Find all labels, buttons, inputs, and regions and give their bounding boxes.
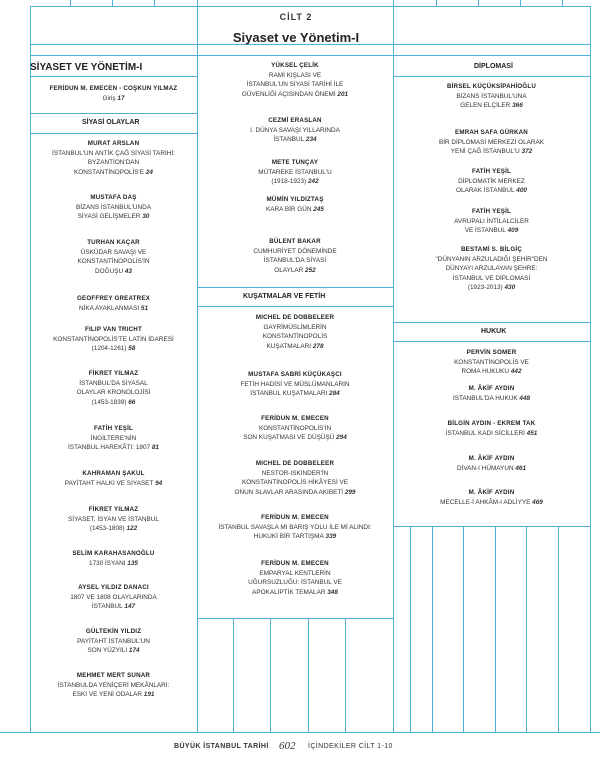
tick: [70, 0, 71, 6]
entry-title-line: (1918-1923) 242: [271, 178, 319, 186]
toc-entry: [395, 82, 588, 111]
entry-title-line: PAYİTAHT HALKI VE SİYASET 94: [64, 479, 163, 487]
right-section2-title: HUKUK: [481, 328, 507, 335]
entry-author: MUSTAFA SABRİ KÜÇÜKAŞCI: [248, 371, 342, 378]
toc-entry: [32, 294, 195, 313]
entry-author: FERİDUN M. EMECEN: [261, 415, 329, 422]
entry-title-line: KONSTANTİNOPOLİS'E 24: [74, 168, 153, 176]
entry-title-line: 1730 İSYANI 135: [89, 559, 138, 567]
top-rule: [30, 6, 590, 7]
toc-entry: [395, 419, 588, 438]
entry-page-number: 252: [303, 266, 316, 274]
entry-page-number: 469: [530, 498, 543, 506]
left-heading-rule: [30, 76, 197, 77]
tick: [154, 0, 155, 6]
entry-title-line: KARA BİR GÜN 245: [266, 205, 324, 213]
entry-title-line: BYZANTİON'DAN: [87, 159, 140, 167]
toc-entry: [395, 167, 588, 196]
toc-entry: [32, 84, 195, 103]
entry-page-number: 191: [142, 691, 155, 699]
entry-title-line: EMPARYAL KENTLERİN: [259, 569, 331, 577]
entry-title-line: FETİH HADİSİ VE MÜSLÜMANLARIN: [240, 380, 350, 388]
left-border: [30, 6, 31, 732]
entry-page-number: 294: [334, 434, 347, 442]
toc-entry: [199, 61, 391, 99]
volume-title: Siyaset ve Yönetim-I: [232, 30, 360, 45]
entry-title-line: DİVAN-I HÜMAYUN 461: [456, 464, 527, 472]
toc-entry: [199, 414, 391, 443]
entry-author: MEHMET MERT SUNAR: [76, 672, 151, 679]
entry-author: FİKRET YILMAZ: [88, 370, 139, 377]
toc-entry: [395, 207, 588, 236]
toc-entry: [32, 583, 195, 612]
entry-page-number: 43: [123, 267, 132, 275]
toc-entry: [32, 238, 195, 276]
entry-title-line: HUKUKİ BİR TARTIŞMA 339: [253, 533, 337, 541]
footer-series-title: BÜYÜK İSTANBUL TARİHİ: [174, 743, 269, 750]
entry-author: FERİDUN M. EMECEN: [261, 560, 329, 567]
entry-author: M. ÂKİF AYDIN: [468, 489, 515, 496]
middle-bar: [270, 618, 271, 732]
entry-author: BİRSEL KÜÇÜKSİPAHİOĞLU: [446, 83, 537, 90]
entry-title-line: İSTANBUL SAVAŞLA MI BARIŞ YOLU İLE Mİ ALINDI:: [218, 523, 372, 531]
tick: [478, 0, 479, 6]
entry-title-line: Giriş 17: [102, 94, 125, 102]
entry-title-line: MECELLE-İ AHKÂM-I ADLİYYE 469: [440, 498, 543, 506]
entry-author: MURAT ARSLAN: [87, 140, 140, 147]
entry-title-line: BİZANS İSTANBUL'UNDA: [76, 203, 151, 211]
entry-title-line: GÜVENLİĞİ AÇISINDAN ÖNEMİ 201: [241, 90, 349, 98]
middle-bottom-rule: [197, 618, 393, 619]
entry-title-line: YENİ ÇAĞ İSTANBUL'U 372: [450, 148, 533, 156]
entry-title-line: İNGİLTERE'NİN: [90, 434, 137, 442]
toc-entry: [199, 370, 391, 399]
entry-author: FATİH YEŞİL: [471, 208, 512, 215]
entry-title-line: UĞURSUZLUĞU: İSTANBUL VE: [248, 579, 342, 587]
entry-author: YÜKSEL ÇELİK: [271, 62, 319, 69]
toc-entry: [32, 469, 195, 488]
header-left-edge: [197, 0, 198, 56]
right-bar: [432, 526, 433, 732]
toc-entry: [199, 158, 391, 187]
entry-title-line: İSTANBUL 234: [273, 136, 317, 144]
entry-title-line: NİKA AYAKLANMASI 51: [78, 304, 149, 312]
entry-page-number: 278: [311, 342, 324, 350]
entry-page-number: 122: [124, 525, 138, 533]
entry-title-line: ROMA HUKUKU 442: [461, 368, 522, 376]
entry-page-number: 174: [127, 647, 140, 655]
tick: [520, 0, 521, 6]
entry-page-number: 430: [502, 284, 516, 292]
tick: [436, 0, 437, 6]
toc-entry: [395, 348, 588, 377]
entry-title-line: SON YÜZYILI 174: [87, 647, 140, 655]
entry-title-line: KONSTANTİNOPOLİS'İN: [258, 424, 332, 432]
entry-title-line: DİPLOMATİK MERKEZ: [458, 177, 525, 185]
entry-author: SELİM KARAHASANOĞLU: [72, 550, 155, 557]
columns-top-rule: [30, 55, 590, 56]
toc-entry: [32, 325, 195, 354]
entry-title-line: KUŞATMALARI 278: [266, 342, 324, 350]
entry-author: FERİDUN M. EMECEN - COŞKUN YILMAZ: [49, 85, 178, 92]
entry-author: METE TUNÇAY: [271, 159, 319, 166]
right-bar: [526, 526, 527, 732]
entry-title-line: İSTANBUL'DA SİYASAL: [79, 379, 148, 387]
entry-author: PERVİN SOMER: [466, 349, 517, 356]
entry-title-line: MÜTAREKE İSTANBUL'U: [258, 168, 332, 176]
entry-author: TURHAN KAÇAR: [87, 239, 140, 246]
right-bar: [463, 526, 464, 732]
entry-title-line: "DÜNYANIN ARZULADIĞI ŞEHİR"DEN: [435, 255, 548, 263]
volume-label: CİLT 2: [279, 12, 313, 22]
entry-title-line: İSTANBUL'DA HUKUK 448: [452, 394, 531, 402]
toc-entry: [199, 195, 391, 214]
middle-bar: [233, 618, 234, 732]
bottom-rule: [0, 732, 600, 733]
entry-author: MÜMİN YILDIZTAŞ: [266, 196, 324, 203]
entry-page-number: 245: [311, 205, 324, 213]
entry-title-line: ÜSKÜDAR SAVAŞI VE: [80, 248, 147, 256]
middle-bar: [345, 618, 346, 732]
entry-page-number: 58: [126, 345, 136, 353]
toc-entry: [32, 424, 195, 453]
entry-author: M. ÂKİF AYDIN: [468, 385, 515, 392]
entry-title-line: ONUN SLAVLAR ARASINDA AKIBETİ 299: [234, 488, 356, 496]
entry-page-number: 339: [323, 533, 337, 541]
entry-title-line: VE İSTANBUL 409: [464, 227, 519, 235]
entry-title-line: İSTANBUL VE DİPLOMASİ: [452, 274, 531, 282]
tick: [112, 0, 113, 6]
left-heading: SİYASET VE YÖNETİM-I: [30, 62, 143, 73]
entry-page-number: 451: [524, 429, 538, 437]
page-number: 602: [279, 740, 296, 752]
entry-page-number: 461: [513, 464, 527, 472]
entry-title-line: CUMHURİYET DÖNEMİNDE: [253, 247, 337, 255]
entry-title-line: DOĞUŞU 43: [95, 267, 132, 275]
entry-author: EMRAH SAFA GÜRKAN: [455, 129, 528, 136]
entry-author: FATİH YEŞİL: [93, 425, 134, 432]
col-sep-2: [393, 55, 394, 732]
right-section2-rule-top: [393, 322, 590, 323]
entry-title-line: KONSTANTİNOPOLİS HİKÂYESİ VE: [241, 479, 349, 487]
toc-entry: [199, 313, 391, 351]
left-section-title: SİYASİ OLAYLAR: [82, 119, 140, 126]
toc-entry: [395, 488, 588, 507]
entry-author: BESTAMİ S. BİLGİÇ: [460, 246, 523, 253]
right-bar: [410, 526, 411, 732]
entry-page-number: 66: [126, 398, 136, 406]
right-section2-rule-bottom: [393, 341, 590, 342]
toc-entry: [199, 459, 391, 497]
middle-section-rule-bottom: [197, 306, 393, 307]
entry-title-line: NESTOR-ISKINDER'İN: [261, 469, 329, 477]
entry-title-line: (1204-1261) 58: [91, 345, 136, 353]
entry-page-number: 242: [306, 178, 319, 186]
entry-title-line: İSTANBUL'DA SİYASİ: [263, 257, 327, 265]
entry-author: FİKRET YILMAZ: [88, 506, 139, 513]
entry-page-number: 147: [122, 603, 136, 611]
entry-title-line: KONSTANTİNOPOLİS'TE LATİN İDARESİ: [53, 335, 174, 343]
entry-page-number: 94: [153, 479, 163, 487]
entry-title-line: GELEN ELÇİLER 366: [460, 102, 523, 110]
entry-page-number: 400: [514, 187, 527, 195]
entry-title-line: KONSTANTİNOPOLİS'İN: [77, 258, 150, 266]
entry-author: BİLGİN AYDIN - EKREM TAK: [447, 420, 536, 427]
right-bottom-rule: [393, 526, 590, 527]
right-border: [590, 6, 591, 732]
entry-author: FATİH YEŞİL: [471, 168, 512, 175]
entry-page-number: 30: [140, 213, 150, 221]
entry-title-line: İSTANBUL 147: [91, 603, 136, 611]
right-section1-title: DİPLOMASİ: [474, 63, 513, 70]
entry-author: FERİDUN M. EMECEN: [261, 514, 329, 521]
entry-title-line: APOKALİPTİK TEMALAR 348: [252, 588, 338, 596]
entry-page-number: 348: [325, 588, 338, 596]
footer-section-title: İÇİNDEKİLER CİLT 1-10: [308, 743, 393, 750]
entry-title-line: ESKİ VE YENİ ODALAR 191: [72, 691, 155, 699]
left-section-rule-bottom: [30, 133, 197, 134]
entry-page-number: 234: [304, 136, 317, 144]
entry-title-line: OLAYLAR KRONOLOJİSİ: [76, 389, 151, 397]
entry-title-line: İSTANBUL HAREKÂTI: 1807 81: [68, 444, 159, 452]
col-sep-1: [197, 55, 198, 732]
entry-author: MICHEL DE DOBBELEER: [255, 314, 335, 321]
entry-title-line: DÜNYAYI ARZULAYAN ŞEHRE:: [445, 265, 538, 273]
entry-page-number: 24: [144, 168, 153, 176]
toc-entry: [199, 237, 391, 275]
entry-page-number: 135: [125, 559, 138, 567]
entry-page-number: 448: [517, 394, 531, 402]
entry-page-number: 409: [505, 227, 519, 235]
entry-title-line: KONSTANTİNOPOLİS VE: [454, 358, 529, 366]
entry-author: M. ÂKİF AYDIN: [468, 455, 515, 462]
toc-entry: [199, 116, 391, 145]
entry-title-line: I. DÜNYA SAVAŞI YILLARINDA: [250, 126, 340, 134]
middle-section-title: KUŞATMALAR VE FETİH: [243, 293, 326, 300]
volume-header: [200, 12, 392, 45]
entry-page-number: 372: [519, 148, 533, 156]
entry-title-line: (1453-1839) 66: [91, 398, 136, 406]
entry-title-line: (1453-1808) 122: [89, 525, 138, 533]
right-section1-rule: [393, 76, 590, 77]
right-bar: [495, 526, 496, 732]
entry-title-line: KONSTANTİNOPOLİS: [262, 333, 328, 341]
entry-title-line: BİZANS İSTANBUL'UNA: [456, 92, 527, 100]
middle-section-rule-top: [197, 287, 393, 288]
entry-title-line: İSTANBUL'UN SİYASİ TARİHİ İLE: [246, 81, 344, 89]
header-right-edge: [393, 0, 394, 56]
right-bar: [558, 526, 559, 732]
entry-author: CEZMİ ERASLAN: [268, 117, 322, 124]
entry-author: AYSEL YILDIZ DANACI: [78, 584, 149, 591]
left-section-rule-top: [30, 113, 197, 114]
entry-title-line: OLARAK İSTANBUL 400: [456, 187, 527, 195]
entry-title-line: 1807 VE 1808 OLAYLARINDA: [70, 593, 157, 601]
entry-author: GÜLTEKİN YILDIZ: [85, 628, 142, 635]
entry-page-number: 442: [509, 368, 522, 376]
entry-author: BÜLENT BAKAR: [269, 238, 321, 245]
middle-bar: [308, 618, 309, 732]
toc-entry: [32, 193, 195, 222]
entry-author: MICHEL DE DOBBELEER: [255, 460, 335, 467]
toc-entry: [32, 369, 195, 407]
toc-entry: [395, 245, 588, 293]
entry-title-line: İSTANBUL KADI SİCİLLERİ 451: [445, 429, 538, 437]
toc-entry: [32, 671, 195, 700]
entry-title-line: AVRUPALI İNTİLALCİLER: [454, 217, 529, 225]
entry-page-number: 201: [335, 90, 349, 98]
toc-entry: [32, 549, 195, 568]
entry-title-line: SİYASET, İSYAN VE İSTANBUL: [68, 515, 159, 523]
entry-page-number: 284: [327, 390, 340, 398]
entry-title-line: İSTANBUL KUŞATMALARI 284: [250, 390, 340, 398]
entry-page-number: 299: [343, 488, 356, 496]
toc-entry: [395, 384, 588, 403]
entry-title-line: İSTANBUL'UN ANTİK ÇAĞ SİYASİ TARİHİ:: [52, 149, 175, 157]
entry-author: FILIP VAN TRICHT: [85, 326, 142, 333]
entry-title-line: SİYASİ GELİŞMELER 30: [77, 213, 150, 221]
page-footer: [0, 740, 600, 754]
toc-entry: [32, 505, 195, 534]
entry-title-line: SON KUŞATMASI VE DÜŞÜŞÜ 294: [243, 434, 347, 442]
toc-entry: [199, 559, 391, 597]
entry-title-line: (1923-2013) 430: [467, 284, 516, 292]
entry-title-line: OLAYLAR 252: [274, 266, 316, 274]
entry-title-line: İSTANBULDA YENİÇERİ MEKÂNLARI:: [57, 681, 170, 689]
entry-page-number: 17: [115, 94, 125, 102]
toc-entry: [199, 513, 391, 542]
toc-entry: [32, 139, 195, 177]
entry-title-line: GAYRİMÜSLİMLERİN: [263, 323, 327, 331]
toc-entry: [395, 128, 588, 157]
entry-title-line: PAYİTAHT İSTANBUL'UN: [77, 637, 150, 645]
entry-title-line: RAMİ KIŞLASI VE: [268, 71, 322, 79]
tick: [562, 0, 563, 6]
entry-title-line: BİR DİPLOMASİ MERKEZİ OLARAK: [438, 138, 545, 146]
entry-author: MUSTAFA DAŞ: [90, 194, 137, 201]
toc-entry: [32, 627, 195, 656]
entry-page-number: 81: [150, 444, 159, 452]
entry-page-number: 366: [510, 102, 523, 110]
toc-entry: [395, 454, 588, 473]
entry-page-number: 51: [139, 304, 149, 312]
entry-author: KAHRAMAN ŞAKUL: [82, 470, 145, 477]
entry-author: GEOFFREY GREATREX: [77, 295, 150, 302]
